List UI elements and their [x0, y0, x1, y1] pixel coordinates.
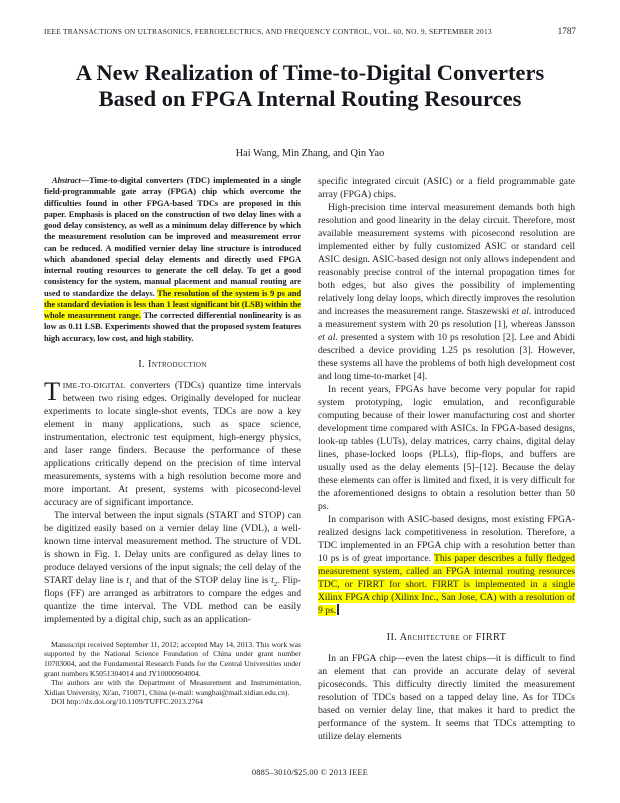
- abstract-text-post: The corrected differential nonlinearity is as low as 0.11 LSB. Experiments showed that the proposed system features high accuracy, low cost, and high stability.: [44, 310, 301, 343]
- abstract-text-pre: Time-to-digital converters (TDC) implemented in a single field-programmable gate array (FPGA) chip which overcome the difficulties found in other FPGA-based TDCs are proposed in this paper. Emphasis is placed on the construction of two delay lines with a good delay consistency, as well as a minimum delay difference by which the measurement resolution can be improved and measurement error can be reduced. A modified vernier delay line structure is introduced which abandoned special delay elements and directly used FPGA internal routing resources to generate the cell delay. To get a good consistency for the system, manual placement and manual routing are used to standardize the delays.: [44, 175, 301, 298]
- subscript-2: 2: [273, 580, 277, 588]
- footnote-manuscript-received: Manuscript received September 11, 2012; accepted May 14, 2013. This work was supported by the National Science Foundation of China under grant number 10703004, and the Fundamental Research Funds for the Central Universities under grant numbers K5051304014 and JY10000904004.: [44, 639, 301, 678]
- lead-small-caps: IME-TO-DIGITAL: [62, 380, 126, 390]
- subscript-1: 1: [128, 580, 133, 588]
- paragraph-2-seg1: High-precision time interval measurement demands both high resolution and good linearity in the delay circuit. Therefore, most available measurement systems with picosecond resolution are implemented either by fully customized ASIC or standard cell ASIC design. ASIC-based design not only allows independent and reasonably precise control of the internal propagation times for both edges, but also gives the possibility of implementing relatively long delay loops, which directly improves the resolution and increases the measurement range. Staszewski: [318, 202, 575, 317]
- intro-paragraph-2-seg3: . Flip-flops (FF) are arranged as arbitrators to compare the edges and quantize the time interval. The VDL method can be easily implemented by a digital chip, such as an application-: [44, 574, 301, 625]
- paragraph-2-seg2: introduced a measurement system with 20 ps resolution [1], whereas Jansson: [318, 306, 575, 330]
- running-head: [44, 26, 576, 36]
- intro-paragraph-2: [44, 509, 301, 626]
- authors-line: Hai Wang, Min Zhang, and Qin Yao: [235, 148, 385, 159]
- left-column: [44, 175, 301, 743]
- right-column: [318, 175, 575, 743]
- intro-paragraph-2-seg2: and that of the STOP delay line is: [132, 574, 272, 586]
- copyright-footer: 0885–3010/$25.00 © 2013 IEEE: [251, 768, 369, 777]
- variable-t1: t: [126, 574, 129, 586]
- body-highlighted-text: This paper describes a fully fledged measurement system, called an FPGA internal routing resources TDC, or FIRRT for short. FIRRT is implemented in a single Xilinx FPGA chip (Xilinx Inc., San Jose, CA) with a resolution of 9 ps.: [318, 553, 575, 616]
- abstract: [44, 175, 301, 344]
- drop-cap: T: [44, 375, 61, 406]
- et-al-italic: et al.: [511, 306, 532, 317]
- architecture-paragraph-1: In an FPGA chip—even the latest chips—it is difficult to find an element that can provide an accurate delay of several picoseconds. This difficulty directly limited the measurement resolution of TDCs based on a tapped delay line. As for TDCs based on vernier delay line, that makes it hard to predict the performance of the system. It seems that TDCs attempting to utilize delay elements: [318, 653, 575, 742]
- two-column-body: [44, 175, 576, 743]
- section-heading-introduction: I. Introduction: [138, 358, 207, 370]
- paragraph-4-pre: In comparison with ASIC-based designs, most existing FPGA-realized designs lack competitiveness in resolution. Therefore, a TDC implemented in an FPGA chip with a resolution better than 10 ps is of great importance.: [318, 514, 575, 564]
- abstract-label: Abstract: [52, 175, 81, 185]
- et-al-italic: et al.: [318, 332, 338, 343]
- paragraph-fpga-popularity: In recent years, FPGAs have become very popular for rapid system prototyping, logic emulation, and reconfigurable computing because of their lower manufacturing cost and shorter development time compared with ASICs. In FPGA-based designs, look-up tables (LUTs), delay matrices, carry chains, digital delay lines, phase-locked loops (PLLs), flip-flops, and buffers are usually used as the delay elements [5]–[12]. Because the delay these elements can offer is limited and fixed, it is very difficult for the aforementioned designs to obtain a resolution better than 50 ps.: [318, 384, 575, 512]
- paragraph-high-precision: [318, 201, 575, 383]
- paragraph-2-seg3: presented a system with 10 ps resolution [2]. Lee and Abidi described a device providing 1.25 ps resolution [3]. However, these systems all have the problems of both high development cost and long time-to-market [4].: [318, 332, 575, 382]
- abstract-highlighted-text: The resolution of the system is 9 ps and the standard deviation is less than 1 least significant bit (LSB) within the whole measurement range.: [44, 287, 301, 320]
- intro-paragraph-2-seg1: The interval between the input signals (START and STOP) can be digitized easily based on a vernier delay line (VDL), a well-known time interval measurement method. The structure of VDL is shown in Fig. 1. Delay units are configured as delay lines to produce delayed versions of the input signals; the cell delay of the START delay line is: [44, 509, 301, 586]
- journal-name: IEEE TRANSACTIONS ON ULTRASONICS, FERROELECTRICS, AND FREQUENCY CONTROL, VOL. 60, NO. 9, SEPTEMBER 2013: [44, 27, 492, 36]
- footnote-doi: DOI http://dx.doi.org/10.1109/TUFFC.2013.2764: [51, 697, 203, 707]
- page-number: 1787: [557, 26, 576, 36]
- first-page-footnote: [44, 640, 301, 707]
- continuation-paragraph: specific integrated circuit (ASIC) or a field programmable gate array (FPGA) chips.: [318, 176, 575, 200]
- section-heading-architecture: II. Architecture of FIRRT: [386, 632, 507, 643]
- abstract-dash: —: [80, 175, 90, 185]
- intro-paragraph-1-text: converters (TDCs) quantize time intervals between two rising edges. Originally developed for nuclear experiments to locate single-shot events, TDCs are now a key element in many applications, such as space science, instrumentation, electronic test equipment, high-energy physics, and laser range finders. Because the performance of these applications critically depend on the precision of time interval measurements, systems with a high resolution become more and more important. At present, systems with picosecond-level accuracy are of significant importance.: [44, 379, 301, 508]
- intro-paragraph-1: [44, 375, 301, 509]
- variable-t2: t: [271, 574, 274, 586]
- text-cursor: [337, 604, 339, 615]
- footnote-author-affiliation: The authors are with the Department of Measurement and Instrumentation, Xidian University, Xi'an, 710071, China (e-mail: wanghai@mail.xidian.edu.cn).: [44, 678, 301, 697]
- paper-title: A New Realization of Time-to-Digital Converters Based on FPGA Internal Routing Resources: [75, 60, 545, 112]
- paragraph-comparison: [318, 513, 575, 617]
